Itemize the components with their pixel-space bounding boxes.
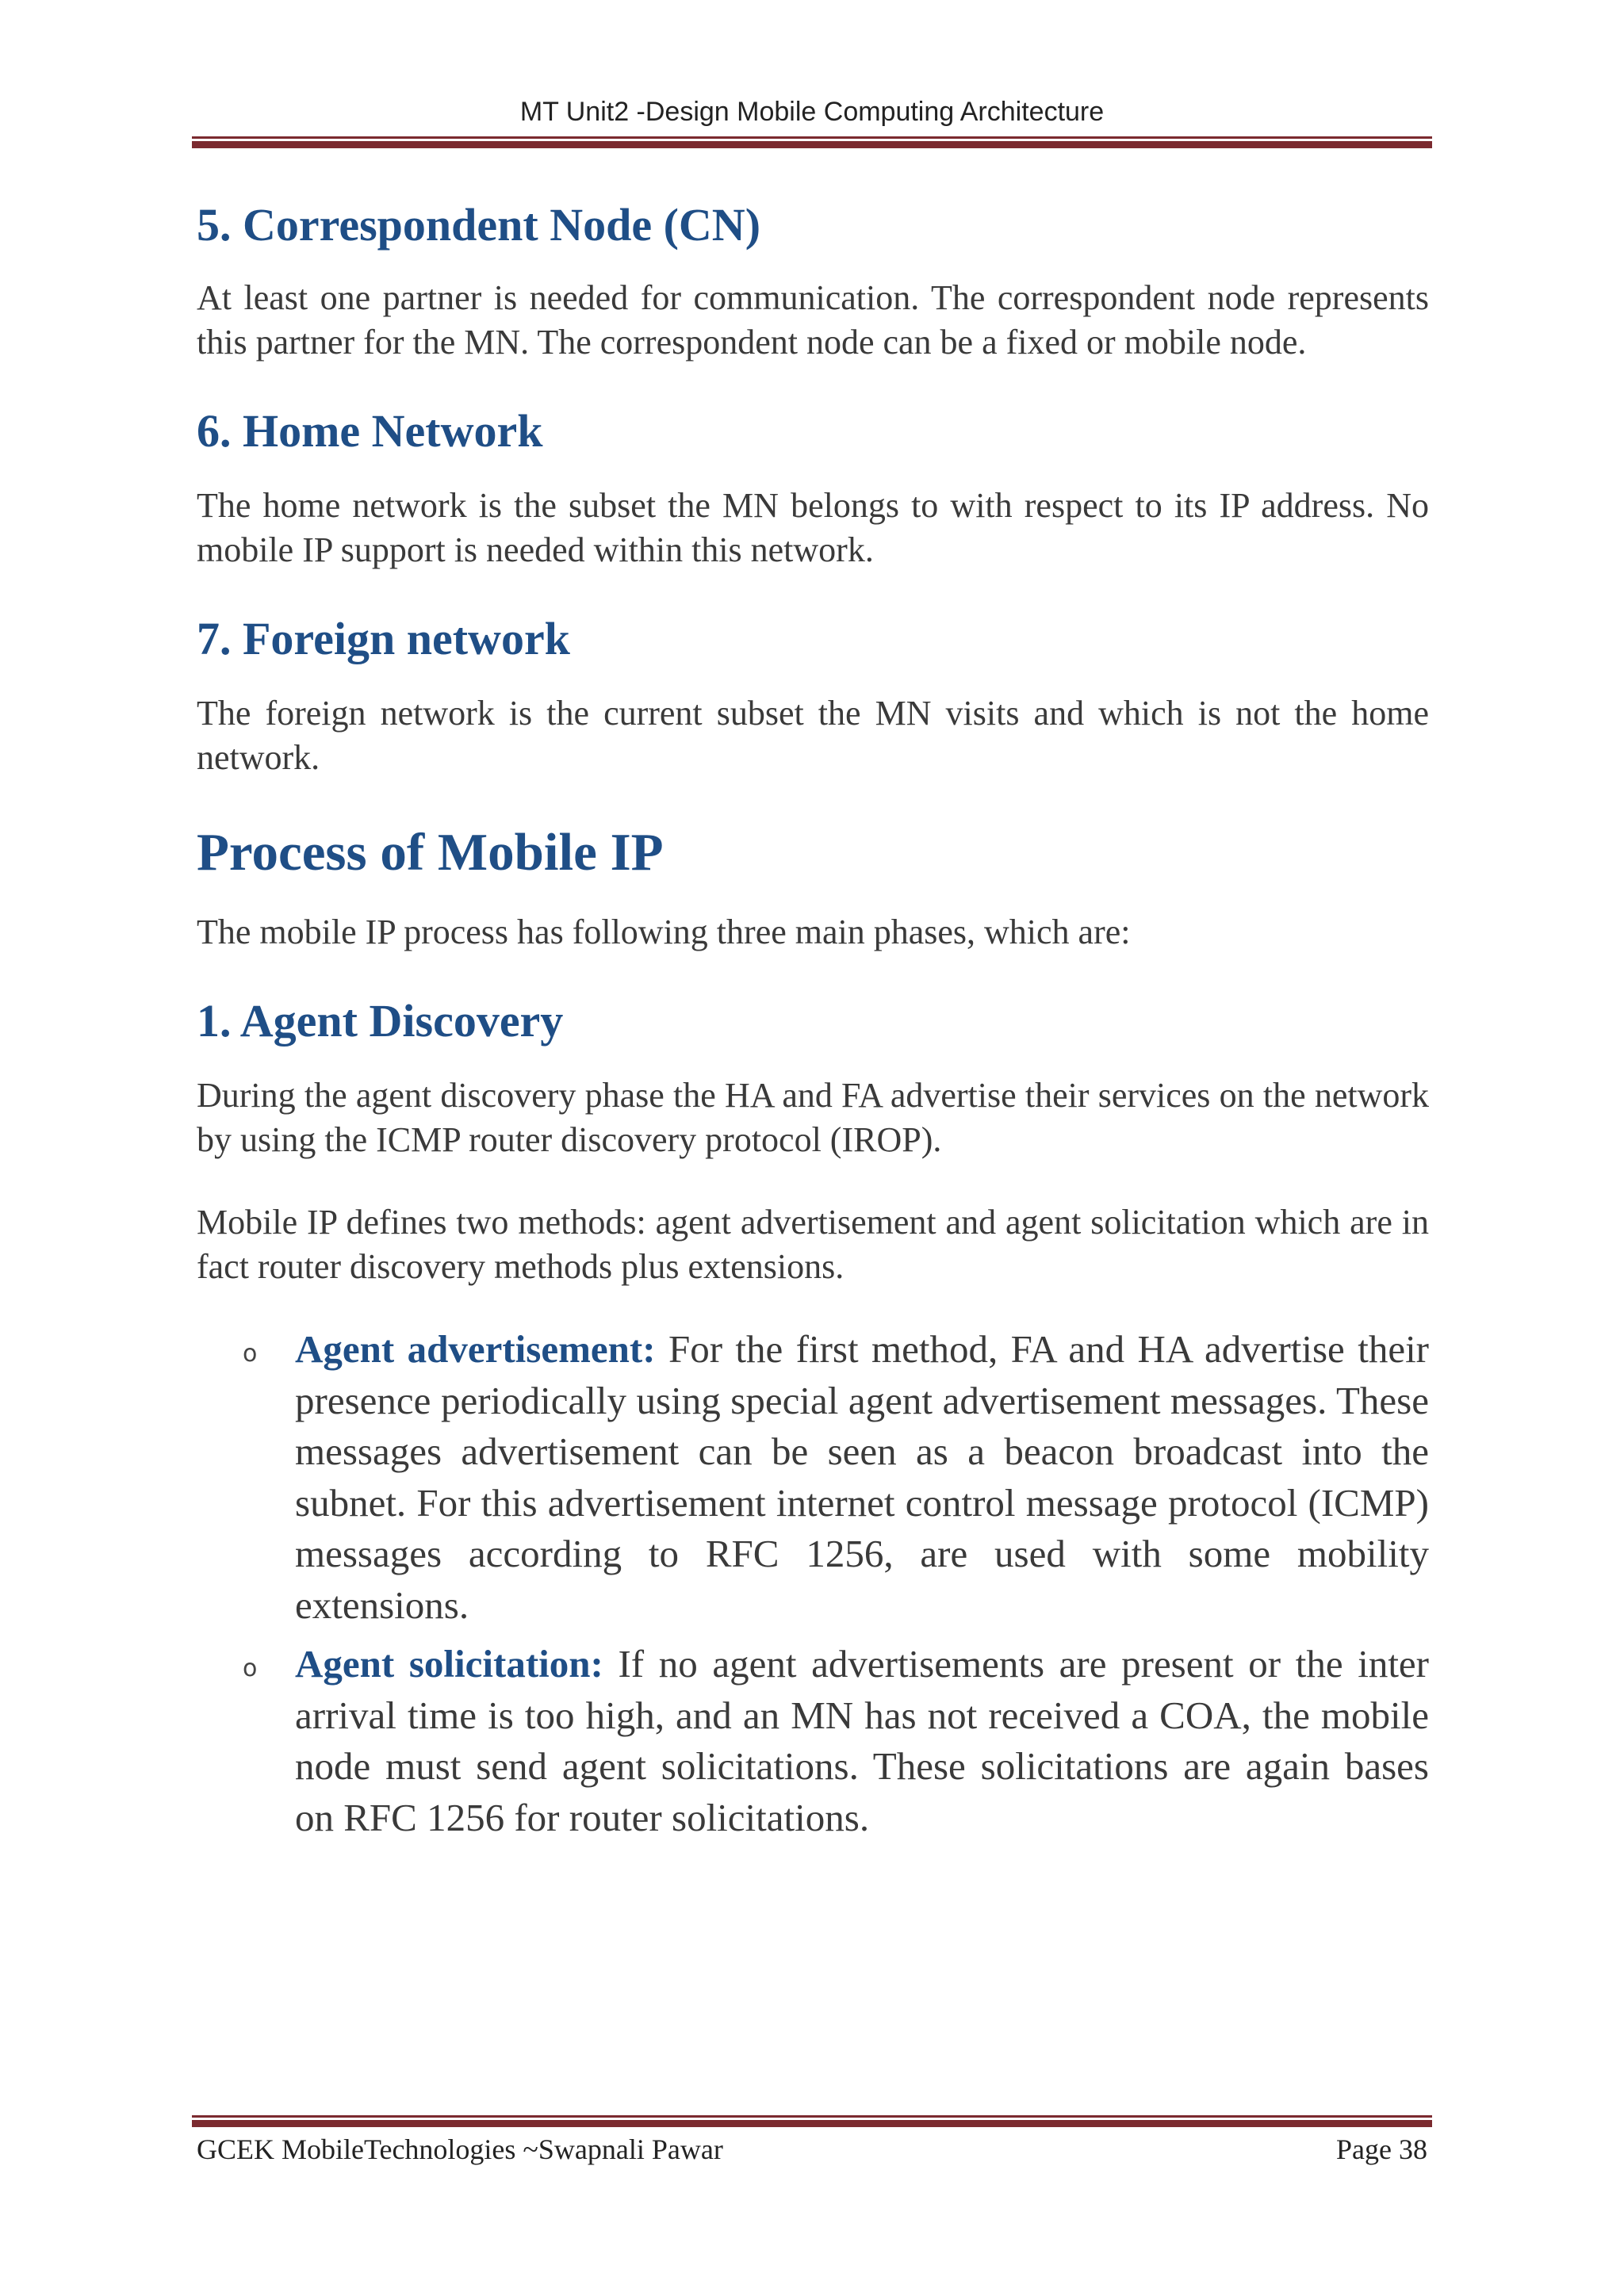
page-content — [197, 197, 1429, 1843]
section-text-cn: At least one partner is needed for communication. The correspondent node represents this partner for the MN. The correspondent node can be a fixed or mobile node. — [197, 278, 1429, 362]
footer-rule — [192, 2115, 1432, 2127]
methods-list — [197, 1324, 1429, 1843]
hollow-bullet-icon: o — [243, 1655, 258, 1682]
desc-agent-solicitation: If no agent advertisements are present or the inter arrival time is too high, and an MN has not received a COA, the mobile node must send agent solicitations. These solicitations are again bases on RFC 1256 for router solicitations. — [295, 1642, 1430, 1839]
term-agent-solicitation: Agent solicitation: — [295, 1642, 619, 1686]
section-heading-home: 6. Home Network — [197, 405, 543, 457]
list-item-agent-solicitation — [197, 1639, 1429, 1843]
section-text-discovery-2: Mobile IP defines two methods: agent advertisement and agent solicitation which are in fact router discovery methods plus extensions. — [197, 1203, 1429, 1286]
hollow-bullet-icon: o — [243, 1340, 258, 1368]
section-text-process: The mobile IP process has following three main phases, which are: — [197, 913, 1131, 951]
list-item-agent-advertisement — [197, 1324, 1429, 1631]
footer-author: GCEK MobileTechnologies ~Swapnali Pawar — [197, 2133, 723, 2165]
desc-agent-advertisement: For the first method, FA and HA advertise their presence periodically using special agent advertisement messages. These messages advertisement can be seen as a beacon broadcast into the subnet. For this advertisement internet control message protocol (ICMP) messages according to RFC 1256, are used with some mobility extensions. — [295, 1327, 1429, 1627]
term-agent-advertisement: Agent advertisement: — [295, 1327, 668, 1371]
footer-page-number: Page 38 — [1336, 2133, 1427, 2165]
section-heading-cn: 5. Correspondent Node (CN) — [197, 199, 761, 251]
section-heading-discovery: 1. Agent Discovery — [197, 995, 564, 1047]
section-heading-foreign: 7. Foreign network — [197, 613, 570, 664]
page-header-title: MT Unit2 -Design Mobile Computing Architecture — [519, 97, 1105, 127]
section-text-foreign: The foreign network is the current subset the MN visits and which is not the home network. — [197, 694, 1429, 777]
header-rule — [192, 136, 1432, 148]
section-heading-process: Process of Mobile IP — [197, 823, 664, 882]
section-text-home: The home network is the subset the MN belongs to with respect to its IP address. No mobile IP support is needed within this network. — [197, 486, 1429, 569]
section-text-discovery-1: During the agent discovery phase the HA and FA advertise their services on the network by using the ICMP router discovery protocol (IROP). — [197, 1076, 1429, 1159]
